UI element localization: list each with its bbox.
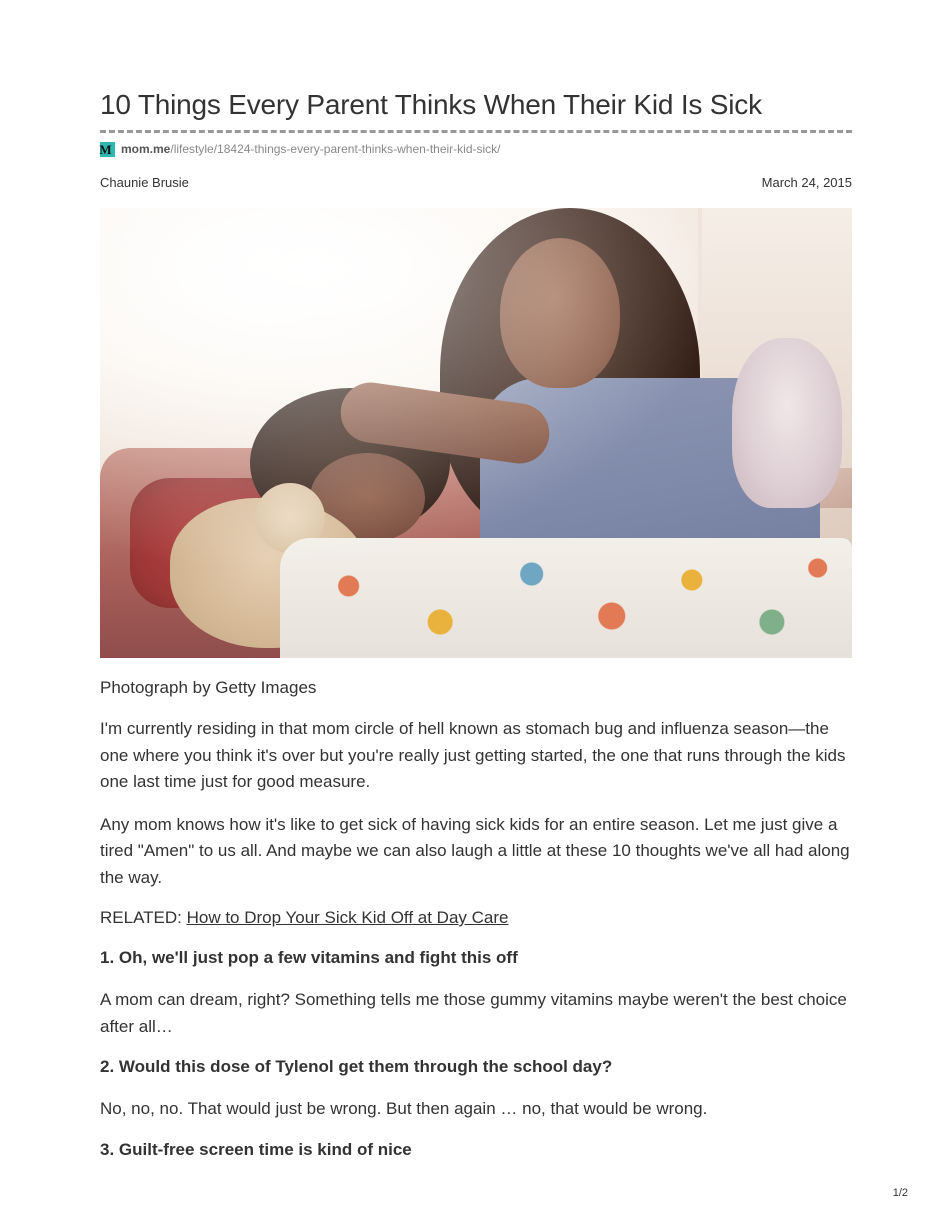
source-line (100, 141, 852, 157)
hero-photo (100, 208, 852, 658)
article-page (100, 88, 852, 1163)
page-number: 1/2 (892, 1187, 908, 1199)
author-name: Chaunie Brusie (100, 175, 189, 190)
article-title: 10 Things Every Parent Thinks When Their Kid Is Sick (100, 89, 762, 120)
list-item-text: A mom can dream, right? Something tells me those gummy vitamins maybe weren't the best choice after all… (100, 990, 847, 1036)
dashed-divider (100, 130, 852, 133)
list-item-text: No, no, no. That would just be wrong. But then again … no, that would be wrong. (100, 1099, 708, 1118)
photo-caption: Photograph by Getty Images (100, 678, 317, 697)
list-item-heading: 3. Guilt-free screen time is kind of nice (100, 1139, 412, 1159)
logo-letter: M (99, 141, 112, 157)
paragraph: Any mom knows how it's like to get sick of having sick kids for an entire season. Let me just give a tired "Amen" to us all. And maybe we can also laugh a little at these 10 thoughts we've all had along the way. (100, 814, 850, 887)
source-path[interactable]: /lifestyle/18424-things-every-parent-thinks-when-their-kid-sick/ (170, 142, 501, 156)
related-link[interactable]: How to Drop Your Sick Kid Off at Day Care (186, 908, 509, 927)
mom-me-logo-icon (100, 142, 115, 157)
source-domain[interactable]: mom.me (121, 142, 171, 156)
related-line (100, 905, 852, 931)
related-prefix: RELATED: (100, 908, 187, 927)
paragraph: I'm currently residing in that mom circle of hell known as stomach bug and influenza season—the one where you think it's over but you're really just getting started, the one that runs through the kids one last time just for good measure. (100, 719, 846, 791)
byline-row (100, 175, 852, 190)
list-item-heading: 2. Would this dose of Tylenol get them through the school day? (100, 1057, 613, 1076)
publish-date: March 24, 2015 (761, 175, 852, 190)
list-item-heading: 1. Oh, we'll just pop a few vitamins and fight this off (100, 948, 518, 967)
